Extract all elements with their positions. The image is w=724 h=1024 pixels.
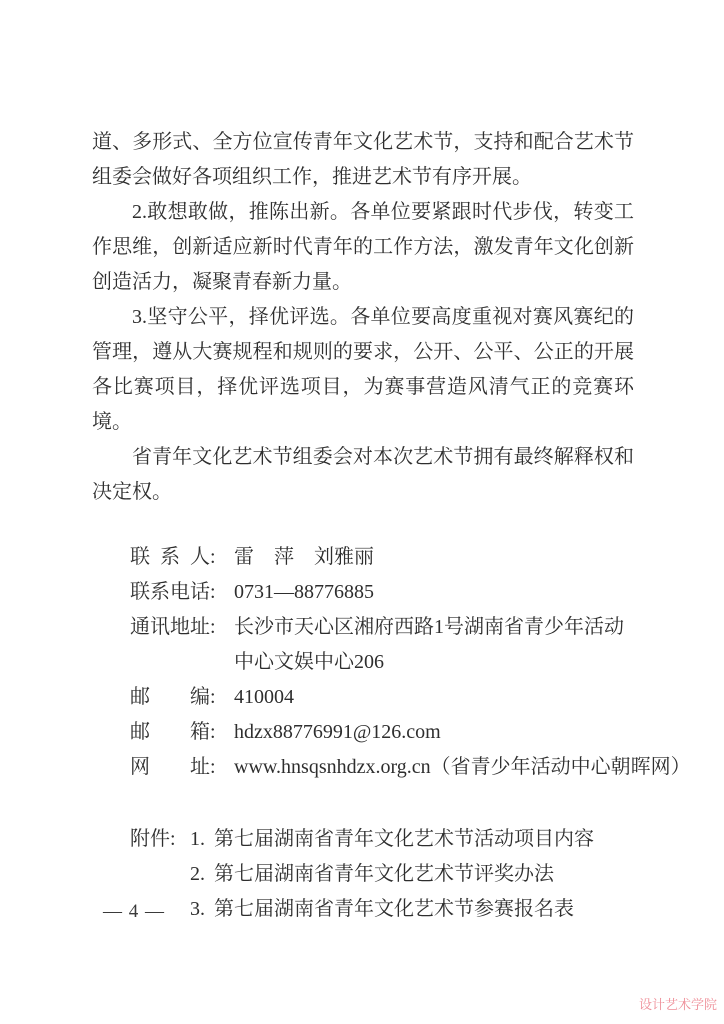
attachment-title: 第七届湖南省青年文化艺术节参赛报名表 — [214, 898, 574, 920]
body-text — [92, 125, 691, 927]
contact-colon: : — [210, 546, 216, 568]
contact-value: 410004 — [234, 686, 294, 708]
contact-row-website — [130, 750, 691, 785]
contact-label: 通讯地址 — [130, 616, 210, 638]
contact-colon: : — [210, 616, 216, 638]
contact-value: www.hnsqsnhdzx.org.cn（省青少年活动中心朝晖网） — [234, 756, 691, 778]
attachment-number: 1. — [190, 828, 205, 850]
contact-row-address — [130, 610, 634, 680]
contact-row-postcode — [130, 680, 634, 715]
contact-label: 网址 — [130, 756, 210, 778]
attachment-number: 2. — [190, 863, 205, 885]
contact-section — [92, 540, 691, 785]
contact-colon: : — [210, 721, 216, 743]
page-number: — 4 — — [103, 901, 165, 922]
attachment-title: 第七届湖南省青年文化艺术节评奖办法 — [214, 863, 554, 885]
attachment-number: 3. — [190, 898, 205, 920]
contact-colon: : — [210, 581, 216, 603]
body-paragraph: 道、多形式、全方位宣传青年文化艺术节，支持和配合艺术节组委会做好各项组织工作，推进艺术节有序开展。 — [92, 131, 634, 188]
contact-row-phone — [130, 575, 634, 610]
watermark: 设计艺术学院 — [638, 997, 717, 1012]
contact-value: 0731—88776885 — [234, 581, 374, 603]
attachments-label: 附件: — [130, 828, 176, 850]
attachment-item — [190, 892, 634, 927]
contact-value: 雷 萍 刘雅丽 — [234, 546, 374, 568]
contact-label: 联系电话 — [130, 581, 210, 603]
body-paragraph: 3.坚守公平，择优评选。各单位要高度重视对赛风赛纪的管理，遵从大赛规程和规则的要求，公开、公平、公正的开展各比赛项目，择优评选项目，为赛事营造风清气正的竞赛环境。 — [92, 306, 634, 433]
contact-colon: : — [210, 756, 216, 778]
body-paragraph: 2.敢想敢做，推陈出新。各单位要紧跟时代步伐，转变工作思维，创新适应新时代青年的工作方法，激发青年文化创新创造活力，凝聚青春新力量。 — [92, 201, 634, 293]
attachment-list — [190, 822, 634, 927]
attachment-item — [190, 822, 634, 857]
attachment-title: 第七届湖南省青年文化艺术节活动项目内容 — [214, 828, 594, 850]
contact-value: hdzx88776991@126.com — [234, 721, 441, 743]
contact-label: 邮编 — [130, 686, 210, 708]
attachments-section — [92, 822, 634, 927]
contact-value: 长沙市天心区湘府西路1号湖南省青少年活动中心文娱中心206 — [234, 616, 624, 673]
contact-row-email — [130, 715, 634, 750]
contact-label: 联系人 — [130, 546, 210, 568]
contact-colon: : — [210, 686, 216, 708]
attachment-item — [190, 857, 634, 892]
body-paragraph: 省青年文化艺术节组委会对本次艺术节拥有最终解释权和决定权。 — [92, 446, 634, 503]
contact-row-person — [130, 540, 634, 575]
contact-label: 邮箱 — [130, 721, 210, 743]
